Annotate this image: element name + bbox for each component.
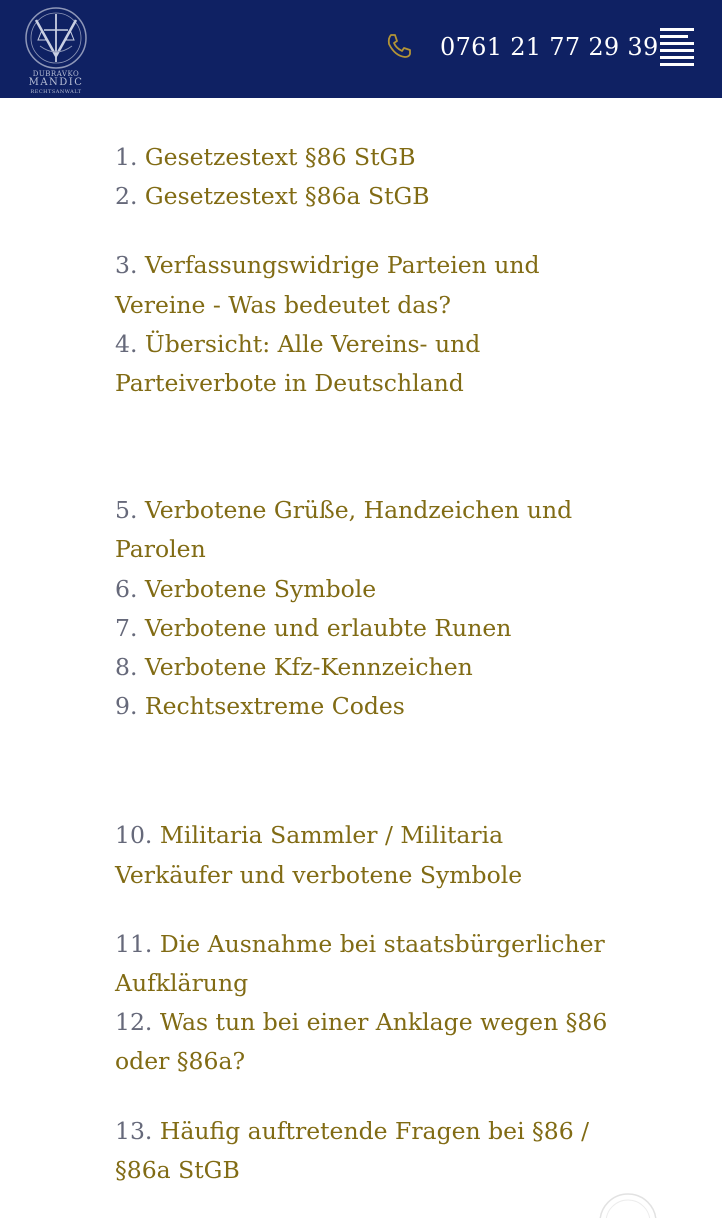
logo[interactable] bbox=[22, 6, 90, 94]
toc-item-2[interactable]: 2. Gesetzestext §86a StGB bbox=[115, 182, 430, 211]
toc-item-11[interactable]: 11. Die Ausnahme bei staatsbürgerlicher Aufklärung bbox=[115, 929, 605, 998]
logo-line-2: MANDIC bbox=[28, 77, 84, 88]
toc-item-9[interactable]: 9. Rechtsextreme Codes bbox=[115, 692, 405, 721]
toc-item-7[interactable]: 7. Verbotene und erlaubte Runen bbox=[115, 613, 512, 642]
toc-item-6[interactable]: 6. Verbotene Symbole bbox=[115, 574, 377, 603]
site-header bbox=[0, 0, 722, 98]
toc-item-4[interactable]: 4. Übersicht: Alle Vereins- und Parteiverbote in Deutschland bbox=[115, 329, 481, 398]
logo-line-1: DUBRAVKO bbox=[32, 70, 80, 78]
toc-item-5[interactable]: 5. Verbotene Grüße, Handzeichen und Parolen bbox=[115, 496, 573, 564]
toc-item-8[interactable]: 8. Verbotene Kfz-Kennzeichen bbox=[115, 653, 473, 682]
phone-number-link[interactable]: 0761 21 77 29 39 bbox=[440, 33, 659, 61]
toc-item-3[interactable]: 3. Verfassungswidrige Parteien und Vereine - Was bedeutet das? bbox=[115, 251, 540, 319]
logo-emblem-icon bbox=[22, 6, 90, 70]
toc-item-1[interactable]: 1. Gesetzestext §86 StGB bbox=[115, 143, 416, 171]
logo-line-3: RECHTSANWALT bbox=[30, 89, 82, 95]
table-of-contents bbox=[115, 138, 615, 1190]
toc-item-10[interactable]: 10. Militaria Sammler / Militaria Verkäufer und verbotene Symbole bbox=[115, 821, 523, 889]
phone-icon[interactable] bbox=[385, 32, 413, 60]
toc-item-13[interactable]: 13. Häufig auftretende Fragen bei §86 / §86a StGB bbox=[115, 1116, 590, 1184]
toc-item-12[interactable]: 12. Was tun bei einer Anklage wegen §86 oder §86a? bbox=[115, 1008, 608, 1076]
partial-seal-icon bbox=[588, 1188, 668, 1218]
hamburger-menu-icon[interactable] bbox=[658, 26, 696, 68]
